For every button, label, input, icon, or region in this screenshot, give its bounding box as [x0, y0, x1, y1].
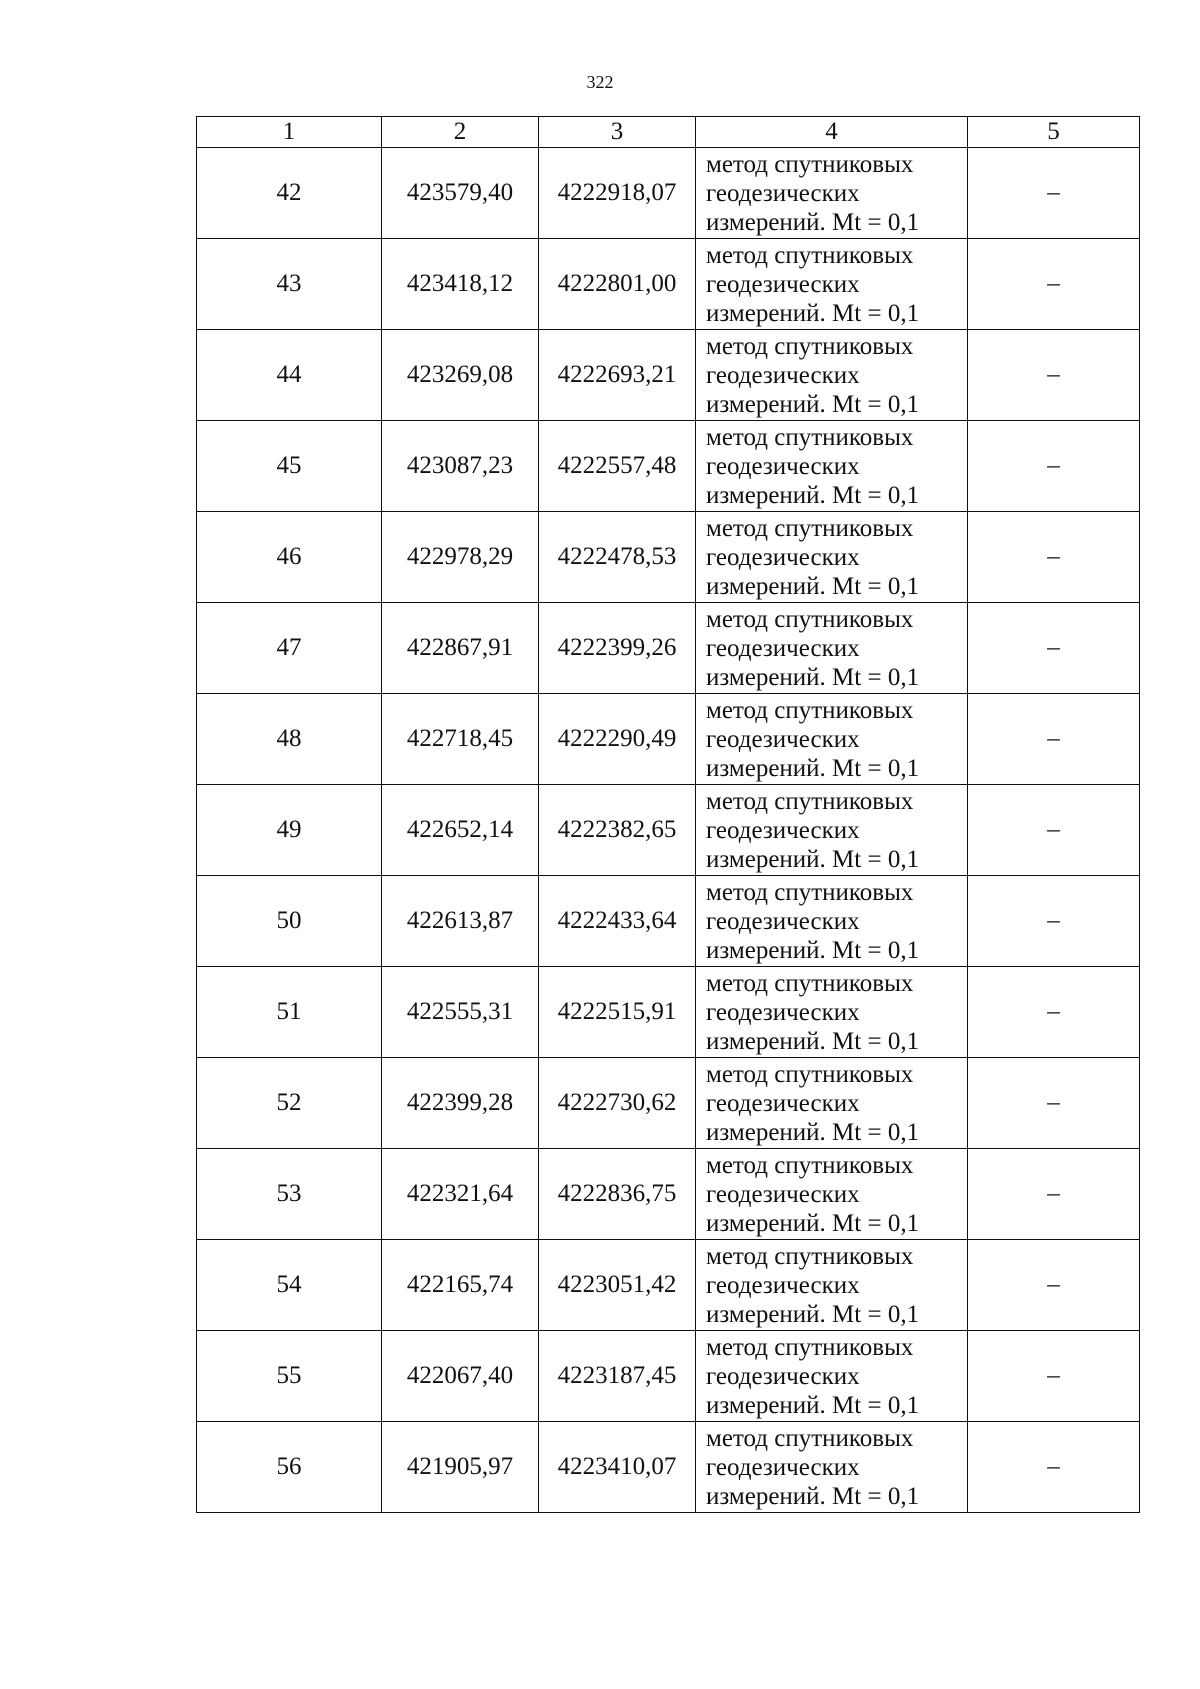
method-cell: [696, 1240, 968, 1331]
method-cell: [696, 1058, 968, 1149]
y-coordinate-cell: 4222693,21: [539, 330, 696, 421]
note-cell: –: [968, 239, 1140, 330]
note-cell: –: [968, 694, 1140, 785]
y-coordinate-cell: 4222918,07: [539, 148, 696, 239]
coordinates-table: [196, 116, 1140, 1513]
method-line: метод спутниковых: [706, 605, 914, 633]
point-number-cell: 50: [197, 876, 382, 967]
method-line: измерений. Mt = 0,1: [706, 1391, 920, 1419]
method-line: геодезических: [706, 543, 860, 571]
point-number-cell: 48: [197, 694, 382, 785]
method-line: геодезических: [706, 1362, 860, 1390]
table-row: [197, 1240, 1140, 1331]
table-row: [197, 967, 1140, 1058]
method-line: геодезических: [706, 998, 860, 1026]
table-row: [197, 876, 1140, 967]
y-coordinate-cell: 4223051,42: [539, 1240, 696, 1331]
method-line: измерений. Mt = 0,1: [706, 1027, 920, 1055]
method-line: метод спутниковых: [706, 514, 914, 542]
x-coordinate-cell: 423418,12: [382, 239, 539, 330]
method-line: измерений. Mt = 0,1: [706, 299, 920, 327]
point-number-cell: 55: [197, 1331, 382, 1422]
method-line: измерений. Mt = 0,1: [706, 1300, 920, 1328]
table-header-row: [197, 117, 1140, 148]
point-number-cell: 49: [197, 785, 382, 876]
x-coordinate-cell: 422165,74: [382, 1240, 539, 1331]
x-coordinate-cell: 422555,31: [382, 967, 539, 1058]
x-coordinate-cell: 422399,28: [382, 1058, 539, 1149]
x-coordinate-cell: 422321,64: [382, 1149, 539, 1240]
method-line: геодезических: [706, 816, 860, 844]
table-row: [197, 785, 1140, 876]
x-coordinate-cell: 421905,97: [382, 1422, 539, 1513]
table-row: [197, 603, 1140, 694]
x-coordinate-cell: 422867,91: [382, 603, 539, 694]
method-cell: [696, 239, 968, 330]
method-line: метод спутниковых: [706, 1151, 914, 1179]
method-line: геодезических: [706, 725, 860, 753]
point-number-cell: 47: [197, 603, 382, 694]
note-cell: –: [968, 148, 1140, 239]
x-coordinate-cell: 422613,87: [382, 876, 539, 967]
method-line: метод спутниковых: [706, 878, 914, 906]
y-coordinate-cell: 4222290,49: [539, 694, 696, 785]
point-number-cell: 52: [197, 1058, 382, 1149]
note-cell: –: [968, 330, 1140, 421]
column-header: 5: [968, 117, 1140, 148]
y-coordinate-cell: 4222801,00: [539, 239, 696, 330]
column-header: 3: [539, 117, 696, 148]
method-line: метод спутниковых: [706, 241, 914, 269]
method-line: метод спутниковых: [706, 787, 914, 815]
y-coordinate-cell: 4222515,91: [539, 967, 696, 1058]
note-cell: –: [968, 876, 1140, 967]
method-line: метод спутниковых: [706, 969, 914, 997]
method-line: метод спутниковых: [706, 1060, 914, 1088]
method-cell: [696, 1149, 968, 1240]
method-line: измерений. Mt = 0,1: [706, 845, 920, 873]
column-header: 4: [696, 117, 968, 148]
method-line: геодезических: [706, 1271, 860, 1299]
method-line: измерений. Mt = 0,1: [706, 208, 920, 236]
method-line: измерений. Mt = 0,1: [706, 1209, 920, 1237]
method-cell: [696, 512, 968, 603]
method-line: геодезических: [706, 452, 860, 480]
y-coordinate-cell: 4222399,26: [539, 603, 696, 694]
method-line: геодезических: [706, 634, 860, 662]
method-line: метод спутниковых: [706, 423, 914, 451]
table-row: [197, 1422, 1140, 1513]
method-line: геодезических: [706, 179, 860, 207]
method-line: метод спутниковых: [706, 332, 914, 360]
table-row: [197, 330, 1140, 421]
x-coordinate-cell: 423269,08: [382, 330, 539, 421]
method-line: измерений. Mt = 0,1: [706, 936, 920, 964]
note-cell: –: [968, 1422, 1140, 1513]
method-line: метод спутниковых: [706, 1242, 914, 1270]
method-cell: [696, 330, 968, 421]
method-line: измерений. Mt = 0,1: [706, 663, 920, 691]
method-line: измерений. Mt = 0,1: [706, 390, 920, 418]
page-number: 322: [586, 72, 614, 92]
method-cell: [696, 694, 968, 785]
method-line: измерений. Mt = 0,1: [706, 754, 920, 782]
note-cell: –: [968, 603, 1140, 694]
point-number-cell: 46: [197, 512, 382, 603]
y-coordinate-cell: 4223187,45: [539, 1331, 696, 1422]
method-line: геодезических: [706, 1089, 860, 1117]
method-line: геодезических: [706, 361, 860, 389]
note-cell: –: [968, 512, 1140, 603]
point-number-cell: 56: [197, 1422, 382, 1513]
x-coordinate-cell: 422067,40: [382, 1331, 539, 1422]
note-cell: –: [968, 1058, 1140, 1149]
table-row: [197, 1331, 1140, 1422]
note-cell: –: [968, 1331, 1140, 1422]
method-cell: [696, 1331, 968, 1422]
method-line: измерений. Mt = 0,1: [706, 1118, 920, 1146]
table-row: [197, 239, 1140, 330]
column-header: 1: [197, 117, 382, 148]
x-coordinate-cell: 422978,29: [382, 512, 539, 603]
table-row: [197, 1058, 1140, 1149]
note-cell: –: [968, 1149, 1140, 1240]
y-coordinate-cell: 4222557,48: [539, 421, 696, 512]
method-line: метод спутниковых: [706, 150, 914, 178]
point-number-cell: 45: [197, 421, 382, 512]
x-coordinate-cell: 422718,45: [382, 694, 539, 785]
method-line: измерений. Mt = 0,1: [706, 572, 920, 600]
method-line: геодезических: [706, 1453, 860, 1481]
method-line: геодезических: [706, 270, 860, 298]
method-cell: [696, 876, 968, 967]
y-coordinate-cell: 4222730,62: [539, 1058, 696, 1149]
point-number-cell: 54: [197, 1240, 382, 1331]
note-cell: –: [968, 1240, 1140, 1331]
table-row: [197, 148, 1140, 239]
y-coordinate-cell: 4222382,65: [539, 785, 696, 876]
point-number-cell: 53: [197, 1149, 382, 1240]
note-cell: –: [968, 967, 1140, 1058]
method-line: метод спутниковых: [706, 1333, 914, 1361]
y-coordinate-cell: 4223410,07: [539, 1422, 696, 1513]
x-coordinate-cell: 422652,14: [382, 785, 539, 876]
method-cell: [696, 967, 968, 1058]
x-coordinate-cell: 423579,40: [382, 148, 539, 239]
method-line: метод спутниковых: [706, 1424, 914, 1452]
table-row: [197, 1149, 1140, 1240]
table-body: [197, 148, 1140, 1513]
point-number-cell: 43: [197, 239, 382, 330]
method-cell: [696, 148, 968, 239]
y-coordinate-cell: 4222836,75: [539, 1149, 696, 1240]
method-line: измерений. Mt = 0,1: [706, 481, 920, 509]
note-cell: –: [968, 421, 1140, 512]
point-number-cell: 44: [197, 330, 382, 421]
method-cell: [696, 603, 968, 694]
method-line: геодезических: [706, 907, 860, 935]
point-number-cell: 42: [197, 148, 382, 239]
y-coordinate-cell: 4222478,53: [539, 512, 696, 603]
note-cell: –: [968, 785, 1140, 876]
method-line: измерений. Mt = 0,1: [706, 1482, 920, 1510]
method-line: геодезических: [706, 1180, 860, 1208]
x-coordinate-cell: 423087,23: [382, 421, 539, 512]
method-line: метод спутниковых: [706, 696, 914, 724]
table-row: [197, 512, 1140, 603]
method-cell: [696, 421, 968, 512]
y-coordinate-cell: 4222433,64: [539, 876, 696, 967]
method-cell: [696, 1422, 968, 1513]
method-cell: [696, 785, 968, 876]
table-row: [197, 421, 1140, 512]
point-number-cell: 51: [197, 967, 382, 1058]
table-row: [197, 694, 1140, 785]
column-header: 2: [382, 117, 539, 148]
